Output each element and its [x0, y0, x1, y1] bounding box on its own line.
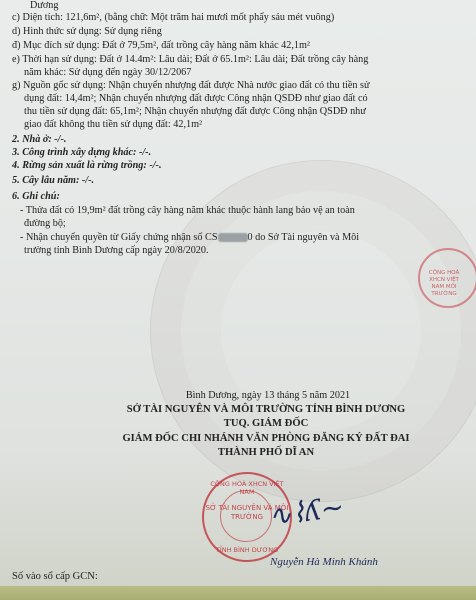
signer-name: Nguyễn Hà Minh Khánh [270, 556, 378, 568]
stamp-bottom-text: TỈNH BÌNH DƯƠNG [215, 546, 279, 554]
origin-line: g) Nguồn gốc sử dụng: Nhận chuyển nhượng đất được Nhà nước giao đất có thu tiền sử [12, 80, 370, 91]
date-line: Bình Dương, ngày 13 tháng 5 năm 2021 [185, 390, 351, 401]
partial-stamp-text: CỘNG HOÀ XHCN VIỆT NAM MÔI TRƯỜNG [428, 270, 460, 297]
stamp-center-text: SỞ TÀI NGUYÊN VÀ MÔI TRƯỜNG [205, 504, 289, 521]
usage-term-line-2: năm khác: Sử dụng đến ngày 30/12/2067 [24, 67, 192, 78]
bottom-edge-background [0, 586, 476, 600]
house-line: 2. Nhà ở: -/-. [12, 134, 67, 145]
usage-purpose-line: đ) Mục đích sử dụng: Đất ở 79,5m², đất trồng cây hàng năm khác 42,1m² [12, 40, 310, 51]
origin-line-3: thu tiền sử dụng đất: 65,1m²; Nhận chuyển nhượng đất được Công nhận QSDĐ như [24, 106, 366, 117]
note-line-2a: - Nhận chuyển quyền từ Giấy chứng nhận số CS [20, 232, 218, 243]
origin-line-4: giao đất không thu tiền sử dụng đất: 42,1m² [24, 119, 203, 130]
perennial-tree-line: 5. Cây lâu năm: -/-. [12, 175, 95, 186]
city-name: THÀNH PHỐ DĨ AN [217, 447, 315, 458]
gcn-register-label: Số vào sổ cấp GCN: [12, 571, 98, 582]
text-line: Dương [30, 0, 59, 11]
area-line: c) Diện tích: 121,6m², (bằng chữ: Một trăm hai mươi mốt phẩy sáu mét vuông) [12, 12, 335, 23]
note-line-1b: đường bộ; [24, 218, 66, 229]
origin-line-2: dụng đất: 14,4m²; Nhận chuyển nhượng đất được Công nhận QSDĐ như giao đất có [24, 93, 368, 104]
handwritten-signature: ∿⌇ʎ~ [265, 489, 347, 534]
usage-term-line: e) Thời hạn sử dụng: Đất ở 14.4m²: Lâu dài; Đất ở 65.1m²: Lâu dài; Đất trồng cây hàng [12, 54, 369, 65]
redacted-number [218, 233, 248, 242]
note-line-1: - Thửa đất có 19,9m² đất trồng cây hàng năm khác thuộc hành lang bảo vệ an toàn [20, 205, 355, 216]
note-line-2c: trường tỉnh Bình Dương cấp ngày 20/8/2020. [24, 245, 209, 256]
notes-heading: 6. Ghi chú: [12, 191, 60, 202]
other-construction-line: 3. Công trình xây dựng khác: -/-. [12, 147, 152, 158]
note-line-2b: 0 do Sở Tài nguyên và Môi [247, 232, 360, 243]
usage-form-line: d) Hình thức sử dụng: Sử dụng riêng [12, 26, 162, 37]
partial-red-stamp [418, 248, 476, 308]
note-line-2 [20, 232, 359, 244]
stamp-ring-text: CỘNG HOÀ XHCN VIỆT NAM [210, 480, 284, 496]
forest-line: 4. Rừng sản xuất là rừng trồng: -/-. [12, 160, 162, 171]
tuq-director: TUQ. GIÁM ĐỐC [223, 418, 309, 429]
department-name: SỞ TÀI NGUYÊN VÀ MÔI TRƯỜNG TỈNH BÌNH DƯƠNG [126, 404, 406, 415]
branch-director-title: GIÁM ĐỐC CHI NHÁNH VĂN PHÒNG ĐĂNG KÝ ĐẤT ĐAI [122, 433, 410, 444]
